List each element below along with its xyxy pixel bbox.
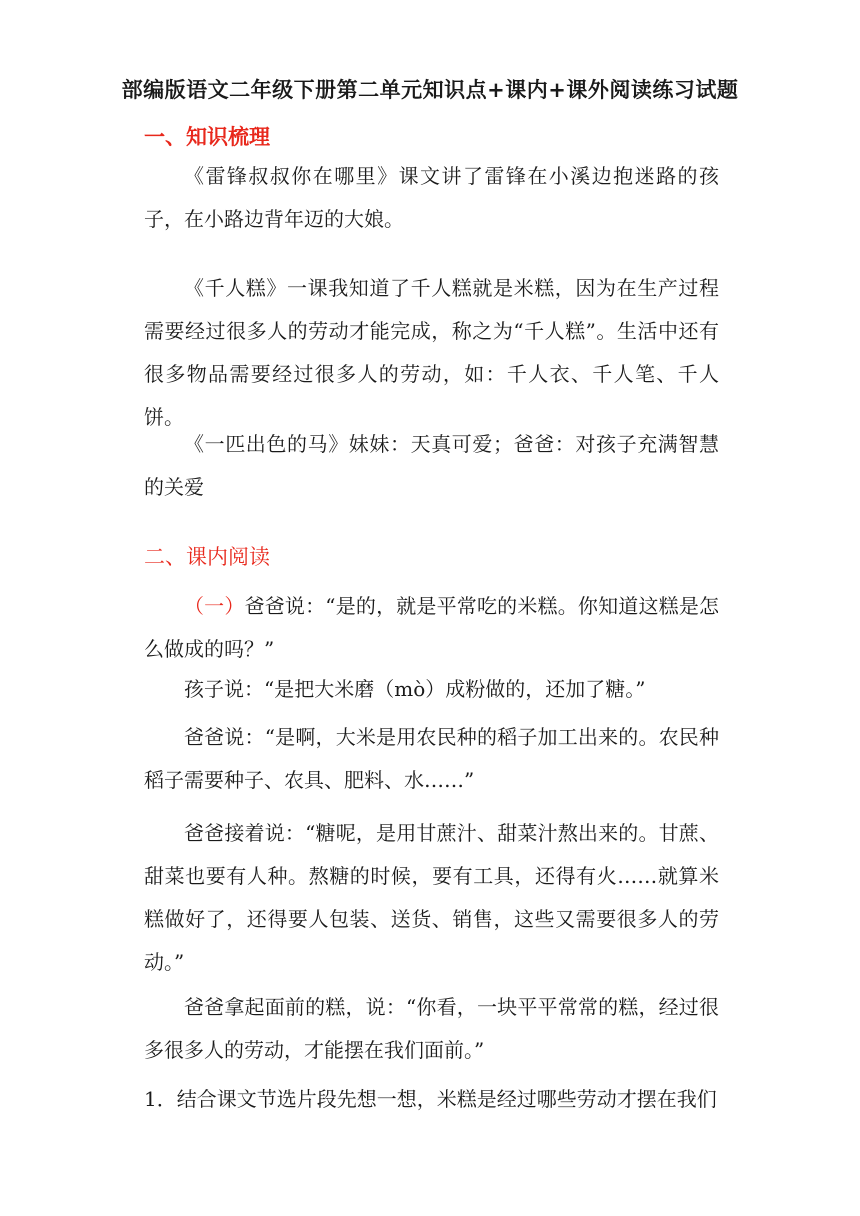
reading-marker: （一） (184, 594, 245, 618)
paragraph-horse: 《一匹出色的马》妹妹：天真可爱；爸爸：对孩子充满智慧的关爱 (144, 432, 719, 499)
reading-paragraph-4: 爸爸接着说：“糖呢，是用甘蔗汁、甜菜汁熬出来的。甘蔗、甜菜也要有人种。熬糖的时候，要有工具，还得有火……就算米糕做好了，还得要人包装、送货、销售，这些又需要很多人的劳动。” (144, 821, 719, 974)
reading-paragraph-1-text: 爸爸说：“是的，就是平常吃的米糕。你知道这糕是怎么做成的吗？” (144, 594, 720, 661)
reading-paragraph-5: 爸爸拿起面前的糕，说：“你看，一块平平常常的糕，经过很多很多人的劳动，才能摆在我们面前。” (144, 995, 719, 1062)
section-heading-reading: 二、课内阅读 (144, 545, 270, 569)
paragraph-leifeng: 《雷锋叔叔你在哪里》课文讲了雷锋在小溪边抱迷路的孩子，在小路边背年迈的大娘。 (144, 164, 719, 231)
reading-paragraph-3: 爸爸说：“是啊，大米是用农民种的稻子加工出来的。农民种稻子需要种子、农具、肥料、水……” (144, 725, 719, 792)
reading-paragraph-2: 孩子说：“是把大米磨（mò）成粉做的，还加了糖。” (184, 677, 646, 701)
section-heading-knowledge: 一、知识梳理 (144, 125, 270, 149)
reading-paragraph-1 (144, 585, 719, 671)
paragraph-qianrengao: 《千人糕》一课我知道了千人糕就是米糕，因为在生产过程需要经过很多人的劳动才能完成，称之为“千人糕”。生活中还有很多物品需要经过很多人的劳动，如：千人衣、千人笔、千人饼。 (144, 276, 719, 429)
question-1: 1．结合课文节选片段先想一想，米糕是经过哪些劳动才摆在我们 (144, 1087, 717, 1111)
document-title: 部编版语文二年级下册第二单元知识点+课内+课外阅读练习试题 (121, 78, 739, 102)
